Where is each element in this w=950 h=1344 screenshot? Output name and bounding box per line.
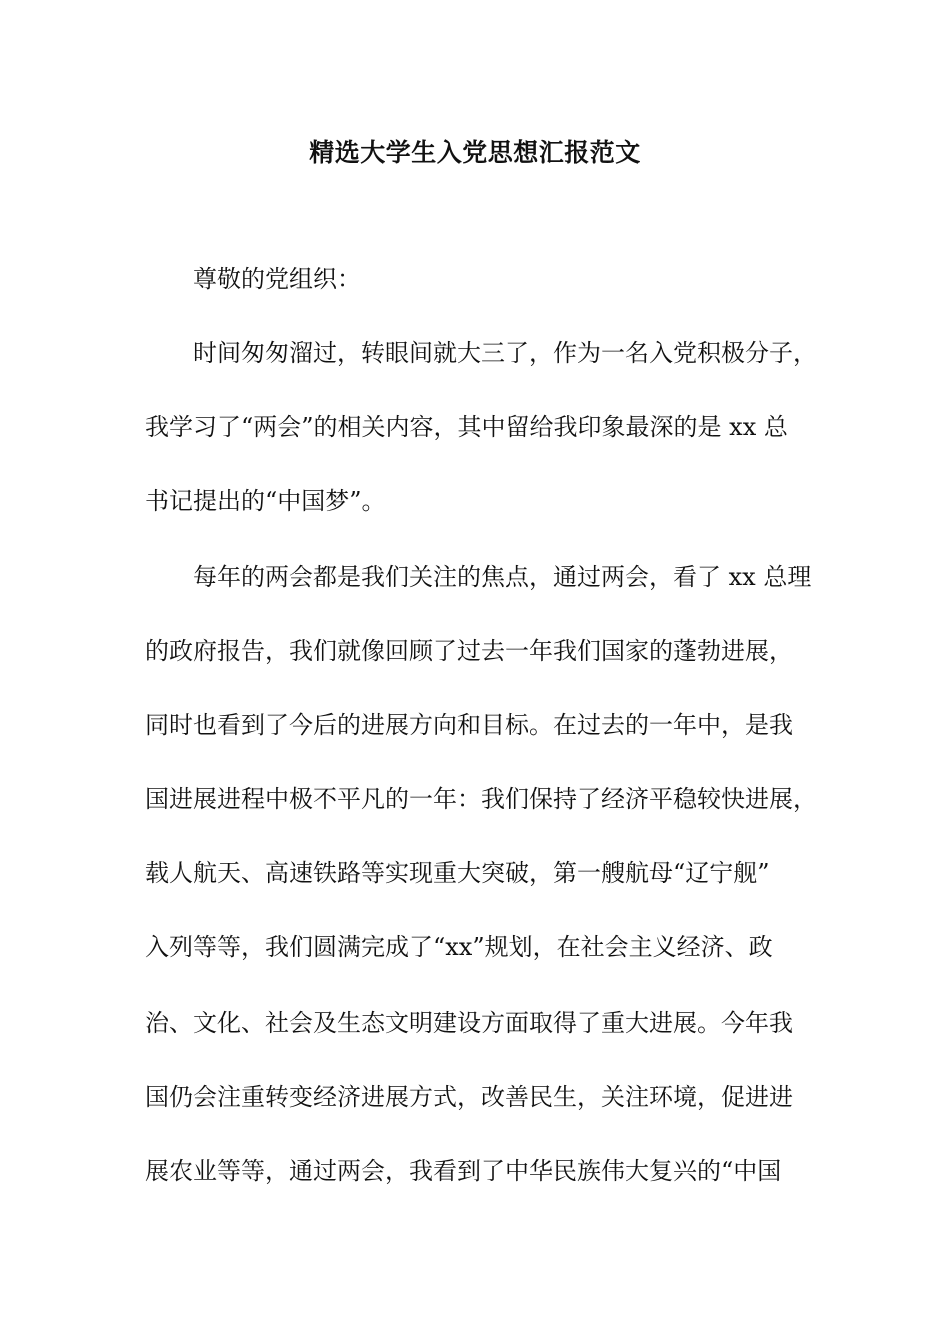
- salutation: 尊敬的党组织：: [193, 265, 361, 293]
- paragraph-2-line-6: 入列等等，我们圆满完成了“xx”规划，在社会主义经济、政: [145, 933, 773, 961]
- paragraph-1-line-3: 书记提出的“中国梦”。: [145, 487, 386, 515]
- paragraph-2-line-7: 治、文化、社会及生态文明建设方面取得了重大进展。今年我: [145, 1009, 793, 1037]
- paragraph-1-line-1: 时间匆匆溜过，转眼间就大三了，作为一名入党积极分子，: [193, 339, 817, 367]
- paragraph-2-line-2: 的政府报告，我们就像回顾了过去一年我们国家的蓬勃进展，: [145, 637, 793, 665]
- paragraph-2-line-5: 载人航天、高速铁路等实现重大突破，第一艘航母“辽宁舰”: [145, 859, 770, 887]
- paragraph-2-line-9: 展农业等等，通过两会，我看到了中华民族伟大复兴的“中国: [145, 1157, 782, 1185]
- paragraph-1-line-2: 我学习了“两会”的相关内容，其中留给我印象最深的是 xx 总: [145, 413, 788, 441]
- paragraph-2-line-4: 国进展进程中极不平凡的一年：我们保持了经济平稳较快进展，: [145, 785, 817, 813]
- paragraph-2-line-8: 国仍会注重转变经济进展方式，改善民生，关注环境，促进进: [145, 1083, 793, 1111]
- document-title: 精选大学生入党思想汇报范文: [309, 138, 641, 167]
- paragraph-2-line-3: 同时也看到了今后的进展方向和目标。在过去的一年中，是我: [145, 711, 793, 739]
- paragraph-2-line-1: 每年的两会都是我们关注的焦点，通过两会，看了 xx 总理: [193, 563, 812, 591]
